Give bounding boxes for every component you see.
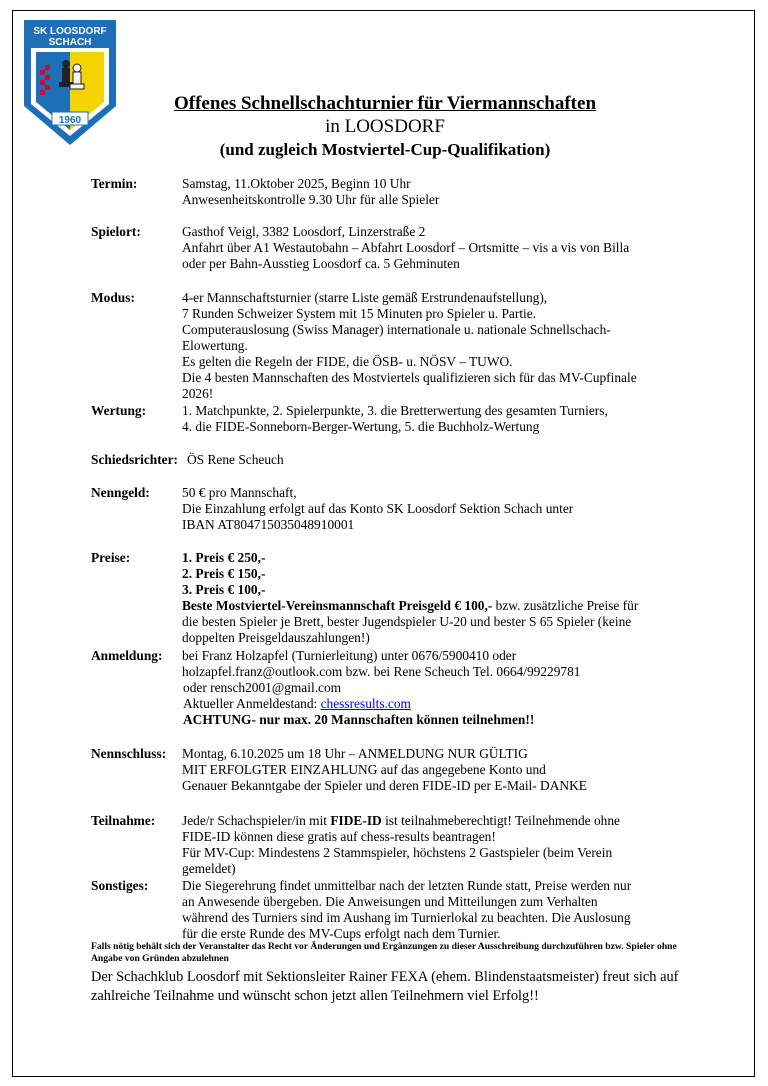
sonstiges-line: für die erste Runde des MV-Cups erfolgt nach dem Turnier. (182, 926, 501, 941)
club-crest-icon (20, 18, 120, 148)
prize-line: doppelten Preisgeldauszahlungen!) (182, 630, 370, 645)
anmeldung-line: bei Franz Holzapfel (Turnierleitung) unter 0676/5900410 oder (182, 648, 517, 663)
wertung-line: 4. die FIDE-Sonneborn-Berger-Wertung, 5. die Buchholz-Wertung (182, 419, 540, 434)
modus-line: Es gelten die Regeln der FIDE, die ÖSB- u. NÖSV – TUWO. (182, 354, 513, 369)
anmeldung-status-prefix: Aktueller Anmeldestand: (183, 696, 321, 711)
teilnahme-pre: Jede/r Schachspieler/in mit (182, 813, 331, 828)
club-logo (20, 18, 120, 148)
logo-top-text-1: SK LOOSDORF (33, 26, 107, 37)
termin-line: Samstag, 11.Oktober 2025, Beginn 10 Uhr (182, 176, 411, 191)
chessresults-link[interactable]: chessresults.com (320, 696, 411, 711)
prize-best-club: Beste Mostviertel-Vereinsmannschaft Preisgeld € 100,- (182, 598, 493, 613)
schiedsrichter-label: Schiedsrichter: (91, 452, 179, 467)
prize-first: 1. Preis € 250,- (182, 550, 266, 565)
sonstiges-line: an Anwesende übergeben. Die Anweisungen und Mitteilungen zum Verhalten (182, 894, 598, 909)
fineprint-disclaimer: Falls nötig behält sich der Veranstalter das Recht vor Änderungen und Ergänzungen zu dieser Ausschreibung durchzuführen bzw. Spieler ohne Angabe von Gründen abzulehnen (91, 941, 677, 964)
closing-message: Der Schachklub Loosdorf mit Sektionsleiter Rainer FEXA (ehem. Blindenstaatsmeister) freut sich auf zahlreiche Teilnahme und wünscht schon jetzt allen Teilnehmern viel Erfolg!! (91, 969, 679, 1004)
nennschluss-line: Genauer Bekanntgabe der Spieler und deren FIDE-ID per E-Mail- DANKE (182, 778, 587, 793)
nennschluss-label: Nennschluss: (91, 746, 167, 761)
spielort-line: Anfahrt über A1 Westautobahn – Abfahrt Loosdorf – Ortsmitte – vis a vis von Billa (182, 240, 630, 255)
anmeldung-label: Anmeldung: (91, 648, 163, 663)
spielort-line: Gasthof Veigl, 3382 Loosdorf, Linzerstraße 2 (182, 224, 426, 239)
modus-label: Modus: (91, 290, 135, 305)
anmeldung-line: oder rensch2001@gmail.com (183, 680, 342, 695)
logo-top-text-2: SCHACH (48, 37, 92, 48)
teilnahme-line: gemeldet) (182, 861, 236, 876)
prize-line: die besten Spieler je Brett, bester Jugendspieler U-20 und bester S 65 Spieler (keine (182, 614, 632, 629)
nenngeld-label: Nenngeld: (91, 485, 150, 500)
nenngeld-iban: IBAN AT804715035048910001 (182, 517, 355, 532)
modus-line: Die 4 besten Mannschaften des Mostviertels qualifizieren sich für das MV-Cupfinale (182, 370, 637, 385)
sonstiges-line: während des Turniers sind im Aushang im Turnierlokal zu beachten. Die Auslosung (182, 910, 631, 925)
modus-line: 2026! (182, 386, 214, 401)
anmeldung-line: holzapfel.franz@outlook.com bzw. bei Rene Scheuch Tel. 0664/99229781 (182, 664, 581, 679)
sonstiges-line: Die Siegerehrung findet unmittelbar nach der letzten Runde statt, Preise werden nur (182, 878, 632, 893)
nenngeld-line: Die Einzahlung erfolgt auf das Konto SK Loosdorf Sektion Schach unter (182, 501, 574, 516)
nennschluss-line: Montag, 6.10.2025 um 18 Uhr – ANMELDUNG NUR GÜLTIG (182, 746, 528, 761)
spielort-line: oder per Bahn-Ausstieg Loosdorf ca. 5 Gehminuten (182, 256, 460, 271)
wertung-line: 1. Matchpunkte, 2. Spielerpunkte, 3. die Bretterwertung des gesamten Turniers, (182, 403, 608, 418)
teilnahme-line: FIDE-ID können diese gratis auf chess-results beantragen! (182, 829, 496, 844)
modus-line: 7 Runden Schweizer System mit 15 Minuten pro Spieler u. Partie. (182, 306, 537, 321)
nennschluss-line: MIT ERFOLGTER EINZAHLUNG auf das angegebene Konto und (182, 762, 546, 777)
wertung-label: Wertung: (91, 403, 147, 418)
title-subtitle: (und zugleich Mostviertel-Cup-Qualifikation) (219, 140, 551, 159)
spielort-label: Spielort: (91, 224, 141, 239)
termin-line: Anwesenheitskontrolle 9.30 Uhr für alle Spieler (182, 192, 440, 207)
schiedsrichter-value: ÖS Rene Scheuch (187, 452, 284, 467)
title-location: in LOOSDORF (325, 116, 445, 137)
termin-label: Termin: (91, 176, 138, 191)
teilnahme-label: Teilnahme: (91, 813, 156, 828)
teilnahme-fide-id: FIDE-ID (330, 813, 382, 828)
sonstiges-label: Sonstiges: (91, 878, 149, 893)
nenngeld-line: 50 € pro Mannschaft, (182, 485, 297, 500)
page-title: Offenes Schnellschachturnier für Viermannschaften (173, 93, 597, 114)
modus-line: 4-er Mannschaftsturnier (starre Liste gemäß Erstrundenaufstellung), (182, 290, 548, 305)
teilnahme-line: Für MV-Cup: Mindestens 2 Stammspieler, höchstens 2 Gastspieler (beim Verein (182, 845, 613, 860)
preise-label: Preise: (91, 550, 131, 565)
modus-line: Computerauslosung (Swiss Manager) internationale u. nationale Schnellschach- (182, 322, 611, 337)
prize-second: 2. Preis € 150,- (182, 566, 266, 581)
prize-best-rest: bzw. zusätzliche Preise für (492, 598, 639, 613)
modus-line: Elowertung. (182, 338, 248, 353)
prize-third: 3. Preis € 100,- (182, 582, 266, 597)
anmeldung-warning: ACHTUNG- nur max. 20 Mannschaften können teilnehmen!! (183, 712, 535, 727)
teilnahme-post: ist teilnahmeberechtigt! Teilnehmende ohne (381, 813, 620, 828)
title-block (120, 92, 650, 161)
logo-year: 1960 (58, 115, 82, 126)
